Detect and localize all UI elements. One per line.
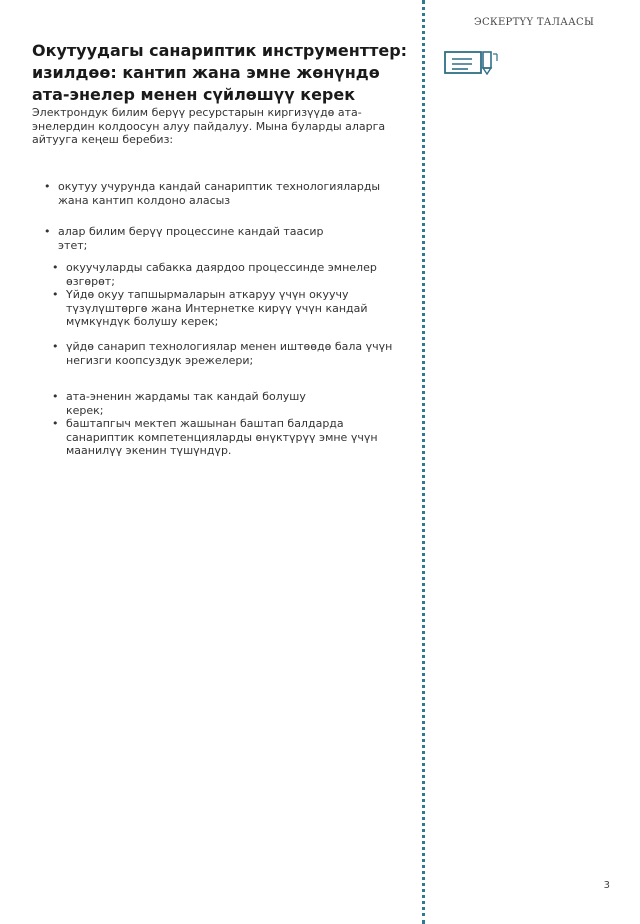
list-item: • Үйдө окуу тапшырмаларын аткаруу үчүн окуучу түзүлүштөргө жана Интернетке кирүү үчүн кандай мүмкүндүк болушу керек; (66, 288, 396, 329)
bullet-list-a-2 (58, 225, 408, 252)
page-title: Окутуудагы санариптик инструменттер: изилдөө: кантип жана эмне жөнүндө ата-энелер менен сүйлөшүү керек (32, 41, 408, 104)
bullet-list-b-3 (66, 390, 416, 458)
list-item: • алар билим берүү процессине кандай таасир этет; (58, 225, 348, 252)
main-column (32, 40, 416, 147)
list-item: • үйдө санарип технологиялар менен иштөөдө бала үчүн негизги коопсуздук эрежелери; (66, 340, 416, 367)
note-pen-icon (444, 49, 500, 75)
sidebar-header: ЭСКЕРТҮҮ ТАЛААСЫ (474, 17, 595, 28)
list-item: • окутуу учурунда кандай санариптик технологияларды жана кантип колдоно аласыз (58, 180, 408, 207)
list-item: • окуучуларды сабакка даярдоо процессинде эмнелер өзгөрөт; (66, 261, 402, 288)
bullet-list-a (58, 180, 408, 207)
bullet-list-b (66, 261, 416, 329)
list-item: • ата-эненин жардамы так кандай болушу керек; (66, 390, 328, 417)
intro-paragraph: Электрондук билим берүү ресурстарын киргизүүдө ата-энелердин колдоосун алуу пайдалуу. Мына буларды аларга айтууга кеңеш беребиз: (32, 106, 386, 146)
page-number: 3 (603, 880, 610, 891)
column-divider (422, 0, 425, 924)
bullet-list-b-2 (66, 340, 416, 367)
list-item: • баштапгыч мектеп жашынан баштап балдарда санариптик компетенцияларды өнүктүрүү эмне үчүн маанилүү экенин түшүндүр. (66, 417, 402, 458)
